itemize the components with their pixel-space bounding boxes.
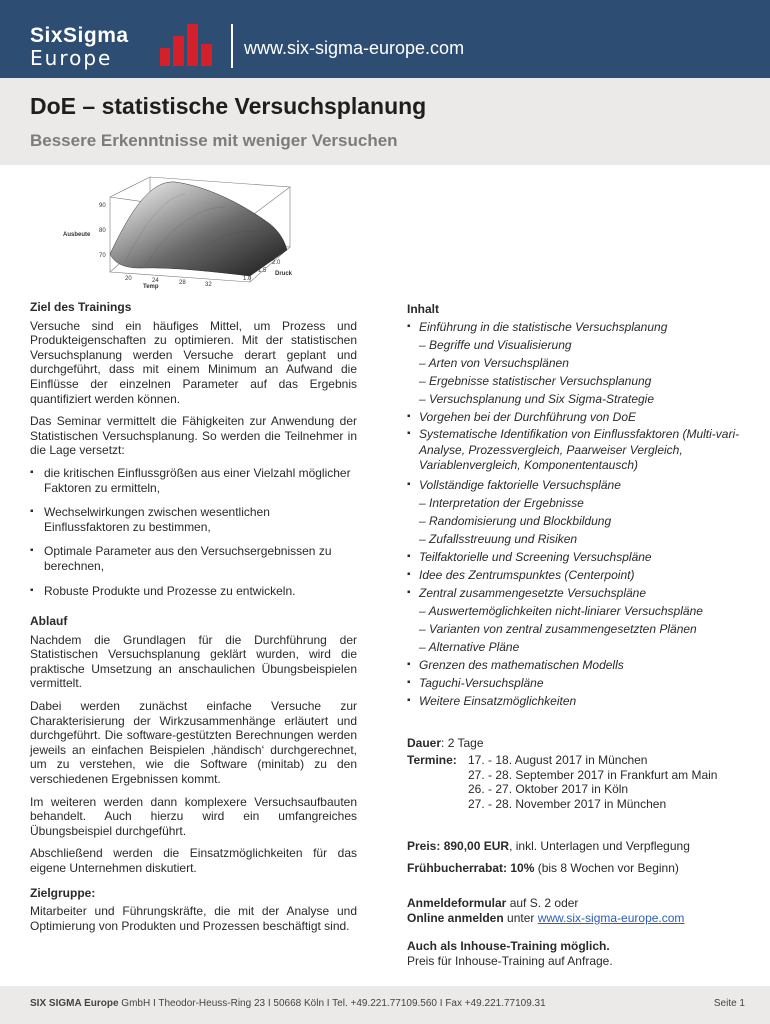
inhouse-text: Preis für Inhouse-Training auf Anfrage.	[407, 953, 613, 968]
registration-form-label: Anmeldeformular	[407, 896, 507, 910]
y-tick: 2.0	[272, 260, 281, 266]
dates-block	[407, 753, 747, 811]
z-tick: 80	[99, 228, 106, 234]
footer-contact: GmbH I Theodor-Heuss-Ring 23 I 50668 Köln I Tel. +49.221.77109.560 I Fax +49.221.77109.31	[118, 998, 546, 1009]
footer-company: SIX SIGMA Europe	[30, 998, 119, 1009]
list-item: – Arten von Versuchsplänen	[419, 356, 569, 370]
online-registration-text: unter	[503, 910, 538, 925]
list-item: ▪ die kritischen Einflussgrößen aus einer Vielzahl möglicher Faktoren zu ermitteln,	[30, 466, 357, 495]
y-tick: 1.5	[258, 268, 267, 274]
list-item: ▪ Taguchi-Versuchspläne	[407, 674, 747, 692]
y-axis-label: Druck	[275, 271, 293, 277]
list-item: ▪ Zentral zusammengesetzte Versuchspläne	[407, 584, 747, 602]
footer	[0, 986, 770, 1024]
dates-list	[468, 753, 717, 811]
duration-label: Dauer	[407, 735, 442, 750]
list-item: ▪ Vollständige faktorielle Versuchspläne	[407, 476, 747, 494]
inhouse-heading: Auch als Inhouse-Training möglich.	[407, 939, 610, 953]
list-item: – Auswertemöglichkeiten nicht-liniarer Versuchspläne	[419, 603, 703, 618]
list-item: ▪ Idee des Zentrumspunktes (Centerpoint)	[407, 566, 747, 584]
list-item: – Versuchsplanung und Six Sigma-Strategie	[419, 392, 655, 406]
x-tick: 24	[152, 278, 159, 284]
response-surface-plot	[55, 172, 315, 290]
date-item: 27. - 28. November 2017 in München	[468, 796, 667, 811]
x-axis-label: Temp	[143, 284, 159, 290]
logo-text-top: SixSigma	[30, 24, 129, 47]
list-item: ▪ Grenzen des mathematischen Modells	[407, 656, 747, 674]
surface-mesh	[110, 182, 287, 276]
paragraph: Mitarbeiter und Führungskräfte, die mit der Analyse und Optimierung von Produkten und Prozessen beschäftigt sind.	[30, 904, 357, 933]
z-tick: 70	[99, 253, 106, 259]
date-item: 26. - 27. Oktober 2017 in Köln	[468, 782, 629, 796]
date-item: 27. - 28. September 2017 in Frankfurt am Main	[468, 767, 718, 782]
section-heading-ziel: Ziel des Trainings	[30, 300, 132, 314]
x-tick: 28	[179, 280, 186, 286]
date-item: 17. - 18. August 2017 in München	[468, 753, 648, 767]
list-item: ▪ Robuste Produkte und Prozesse zu entwickeln.	[30, 584, 357, 599]
right-column	[407, 300, 747, 968]
paragraph: Abschließend werden die Einsatzmöglichkeiten für das eigene Unternehmen diskutiert.	[30, 846, 357, 875]
contents-list	[407, 318, 747, 710]
list-item: – Begriffe und Visualisierung	[419, 338, 572, 352]
price-amount: 890,00 EUR	[443, 839, 510, 853]
registration-form-text: auf S. 2 oder	[506, 896, 579, 910]
z-axis-label: Ausbeute	[63, 232, 91, 238]
online-registration-label: Online anmelden	[407, 910, 504, 925]
header-divider	[231, 24, 233, 68]
list-item: ▪ Systematische Identifikation von Einflussfaktoren (Multi-vari-Analyse, Prozessvergleich, Paarweiser Vergleich, Variablenvergleich, Komponententausch)	[407, 426, 747, 476]
list-item: – Interpretation der Ergebnisse	[419, 495, 584, 510]
price-details: , inkl. Unterlagen und Verpflegung	[509, 839, 690, 853]
list-item: – Varianten von zentral zusammengesetzten Plänen	[419, 621, 697, 636]
duration-separator: :	[441, 735, 448, 750]
section-heading-zielgruppe: Zielgruppe:	[30, 885, 96, 900]
list-item: ▪ Vorgehen bei der Durchführung von DoE	[407, 408, 747, 426]
duration-line	[407, 736, 747, 751]
section-heading-ablauf: Ablauf	[30, 614, 68, 629]
list-item: – Zufallsstreuung und Risiken	[419, 531, 578, 546]
duration-value: 2 Tage	[447, 735, 484, 750]
paragraph: Das Seminar vermittelt die Fähigkeiten zur Anwendung der Statistischen Versuchsplanung. So werden die Teilnehmer in die Lage versetzt:	[30, 414, 357, 458]
list-item: ▪ Teilfaktorielle und Screening Versuchspläne	[407, 548, 747, 566]
list-item: ▪ Weitere Einsatzmöglichkeiten	[407, 692, 747, 710]
registration-link[interactable]: www.six-sigma-europe.com	[537, 910, 685, 925]
early-bird-details: (bis 8 Wochen vor Beginn)	[534, 860, 679, 875]
list-item: ▪ Wechselwirkungen zwischen wesentlichen Einflussfaktoren zu bestimmen,	[30, 505, 357, 534]
section-heading-inhalt: Inhalt	[407, 302, 439, 316]
early-bird-line	[407, 861, 747, 876]
footer-address	[30, 998, 546, 1009]
x-tick: 32	[205, 282, 212, 288]
logo-bars-icon	[160, 24, 216, 66]
left-column	[30, 300, 357, 941]
header-banner	[0, 0, 770, 78]
website-url[interactable]: www.six-sigma-europe.com	[244, 38, 465, 58]
logo-text-bottom: Europe	[30, 46, 113, 70]
page-number: Seite 1	[713, 998, 745, 1009]
title-band	[0, 78, 770, 165]
list-item: – Randomisierung und Blockbildung	[419, 513, 612, 528]
online-registration-line	[407, 911, 747, 926]
y-tick: 1.0	[243, 276, 252, 282]
dates-label: Termine:	[407, 753, 457, 767]
x-tick: 20	[125, 276, 132, 282]
page-title: DoE – statistische Versuchsplanung	[30, 93, 427, 119]
goal-list	[30, 466, 357, 598]
inhouse-line	[407, 939, 747, 954]
price-label: Preis:	[407, 839, 441, 853]
price-line	[407, 839, 747, 854]
list-item: ▪ Optimale Parameter aus den Versuchsergebnissen zu berechnen,	[30, 544, 357, 573]
paragraph: Im weiteren werden dann komplexere Versuchsaufbauten behandelt. Auch hierzu wird ein umfangreiches Übungsbeispiel durchgeführt.	[30, 794, 357, 838]
list-item: ▪ Einführung in die statistische Versuchsplanung	[407, 318, 747, 336]
paragraph: Dabei werden zunächst einfache Versuche zur Charakterisierung der Wirkzusammenhänge erläutert und durchgeführt. Die software-gestützten Berechnungen werden jeweils an einfachen Beispielen ‚händisch‘ durchgerechnet, um zu verstehen, wie die Software (minitab) zu den verschiedenen Ergebnissen kommt.	[30, 699, 357, 787]
page-subtitle: Bessere Erkenntnisse mit weniger Versuchen	[30, 131, 398, 150]
paragraph: Nachdem die Grundlagen für die Durchführung der Statistischen Versuchsplanung geklärt wurden, wird die praktische Umsetzung an anschaulichen Übungsbeispielen vermittelt.	[30, 632, 357, 691]
registration-line	[407, 896, 747, 911]
paragraph: Versuche sind ein häufiges Mittel, um Prozess und Produkteigenschaften zu optimieren. Mit der statistischen Versuchsplanung werden Versuche derart geplant und durchgeführt, dass mit einem Minimum an Aufwand die Einflüsse der einzelnen Parameter auf das Ergebnis quantifiziert werden können.	[30, 318, 357, 406]
early-bird-label: Frühbucherrabat: 10%	[407, 860, 535, 875]
list-item: – Alternative Pläne	[419, 639, 520, 654]
course-details	[407, 736, 747, 969]
z-tick: 90	[99, 203, 106, 209]
list-item: – Ergebnisse statistischer Versuchsplanung	[419, 374, 652, 388]
